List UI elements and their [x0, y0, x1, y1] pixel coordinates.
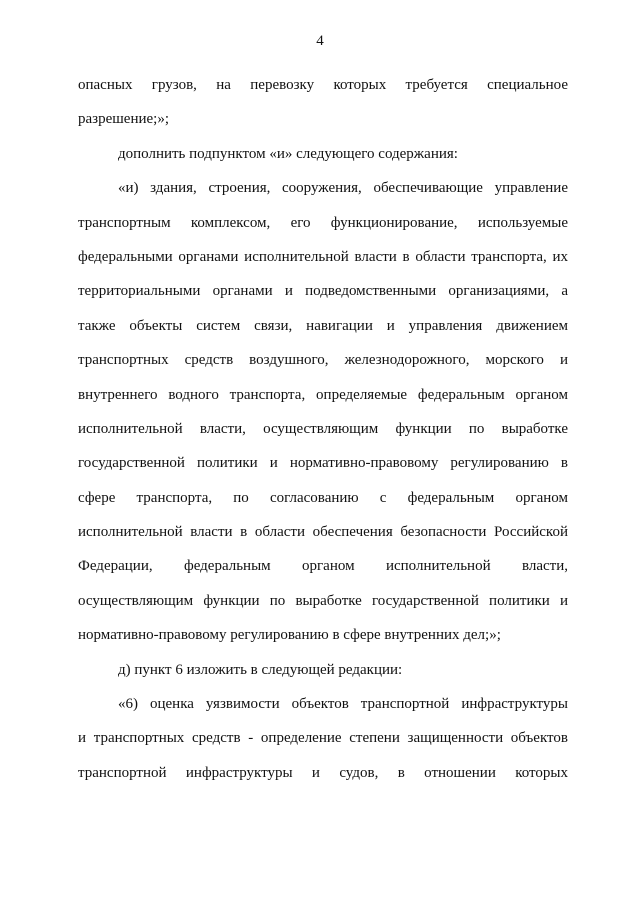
text-line: также объекты систем связи, навигации и управления движением — [78, 317, 568, 334]
text-line: территориальными органами и подведомственными организациями, а — [78, 283, 568, 300]
text-line: д) пункт 6 изложить в следующей редакции: — [118, 661, 403, 678]
text-line: сфере транспорта, по согласованию с федеральным органом — [78, 489, 568, 506]
text-line: «и) здания, строения, сооружения, обеспечивающие управление — [118, 180, 568, 197]
text-line: внутреннего водного транспорта, определяемые федеральным органом — [78, 386, 568, 403]
text-line: и транспортных средств - определение степени защищенности объектов — [78, 730, 568, 747]
text-line: транспортных средств воздушного, железнодорожного, морского и — [78, 352, 568, 369]
text-line: исполнительной власти, осуществляющим функции по выработке — [78, 420, 568, 437]
page-number: 4 — [316, 33, 324, 49]
text-line: осуществляющим функции по выработке государственной политики и — [78, 592, 568, 609]
text-line: опасных грузов, на перевозку которых требуется специальное — [78, 77, 568, 93]
text-line: дополнить подпунктом «и» следующего содержания: — [118, 145, 458, 162]
text-line: транспортным комплексом, его функционирование, используемые — [78, 214, 568, 231]
text-line: исполнительной власти в области обеспечения безопасности Российской — [78, 524, 568, 541]
text-line: разрешение;»; — [78, 111, 169, 128]
text-line: Федерации, федеральным органом исполнительной власти, — [78, 558, 568, 575]
text-line: нормативно-правовому регулированию в сфере внутренних дел;»; — [78, 627, 501, 644]
text-line: федеральными органами исполнительной власти в области транспорта, их — [78, 248, 568, 265]
text-line: государственной политики и нормативно-правовому регулированию в — [78, 455, 568, 472]
text-line: транспортной инфраструктуры и судов, в отношении которых — [78, 764, 568, 781]
text-line: «6) оценка уязвимости объектов транспортной инфраструктуры — [118, 696, 568, 713]
document-body — [78, 68, 568, 790]
